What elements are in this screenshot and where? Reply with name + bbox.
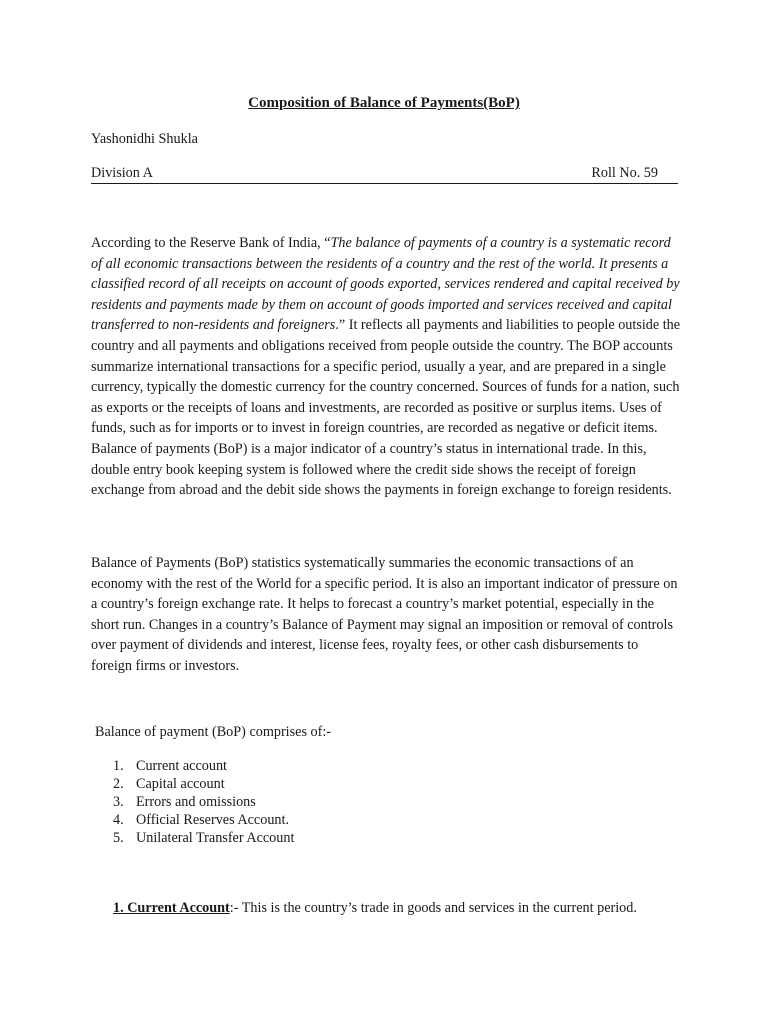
list-item: 2. Capital account <box>113 776 225 792</box>
author-name: Yashonidhi Shukla <box>91 131 198 147</box>
paragraph-statistics: Balance of Payments (BoP) statistics systematically summaries the economic transactions of an economy with the rest of the World for a specific period. It is also an important indicator of pressure on a country’s foreign exchange rate. It helps to forecast a country’s market potential, especially in the short run. Changes in a country’s Balance of Payment may signal an imposition or removal of controls over payment of dividends and interest, license fees, royalty fees, or other cash disbursements to foreign firms or investors. <box>91 555 678 674</box>
rbi-quote: The balance of payments of a country is a systematic record of all economic transactions between the residents of a country and the rest of the world. It presents a classified record of all receipts on account of goods exported, services rendered and capital received by residents and payments made by them on account of goods imported and services received and capital transferred to non-residents and foreigners <box>91 235 680 334</box>
list-item: 5. Unilateral Transfer Account <box>113 830 295 846</box>
roll-number: Roll No. 59 <box>591 165 658 181</box>
list-item: 3. Errors and omissions <box>113 794 256 810</box>
list-item: 1. Current account <box>113 758 227 774</box>
section-text: :- This is the country’s trade in goods and services in the current period. <box>229 900 637 916</box>
list-intro: Balance of payment (BoP) comprises of:- <box>95 724 331 740</box>
list-item: 4. Official Reserves Account. <box>113 812 289 828</box>
paragraph-rest: .” It reflects all payments and liabilities to people outside the country and all payments and obligations received from people outside the country. The BOP accounts summarize international transactions for a specific period, usually a year, and are prepared in a single currency, typically the domestic currency for the country concerned. Sources of funds for a nation, such as exports or the receipts of loans and investments, are recorded as positive or surplus items. Uses of funds, such as for imports or to invest in foreign countries, are recorded as negative or deficit items. Balance of payments (BoP) is a major indicator of a country’s status in international trade. In this, double entry book keeping system is followed where the credit side shows the receipt of foreign exchange from abroad and the debit side shows the payments in foreign exchange to foreign residents. <box>91 317 681 499</box>
current-account-section <box>113 900 683 917</box>
page-title: Composition of Balance of Payments(BoP) <box>248 95 520 111</box>
division-roll-row <box>91 165 678 184</box>
section-heading: 1. Current Account <box>113 900 230 916</box>
paragraph-definition <box>91 233 681 501</box>
paragraph-lead: According to the Reserve Bank of India, “ <box>91 235 331 251</box>
division-label: Division A <box>91 165 153 181</box>
components-list <box>113 757 294 847</box>
